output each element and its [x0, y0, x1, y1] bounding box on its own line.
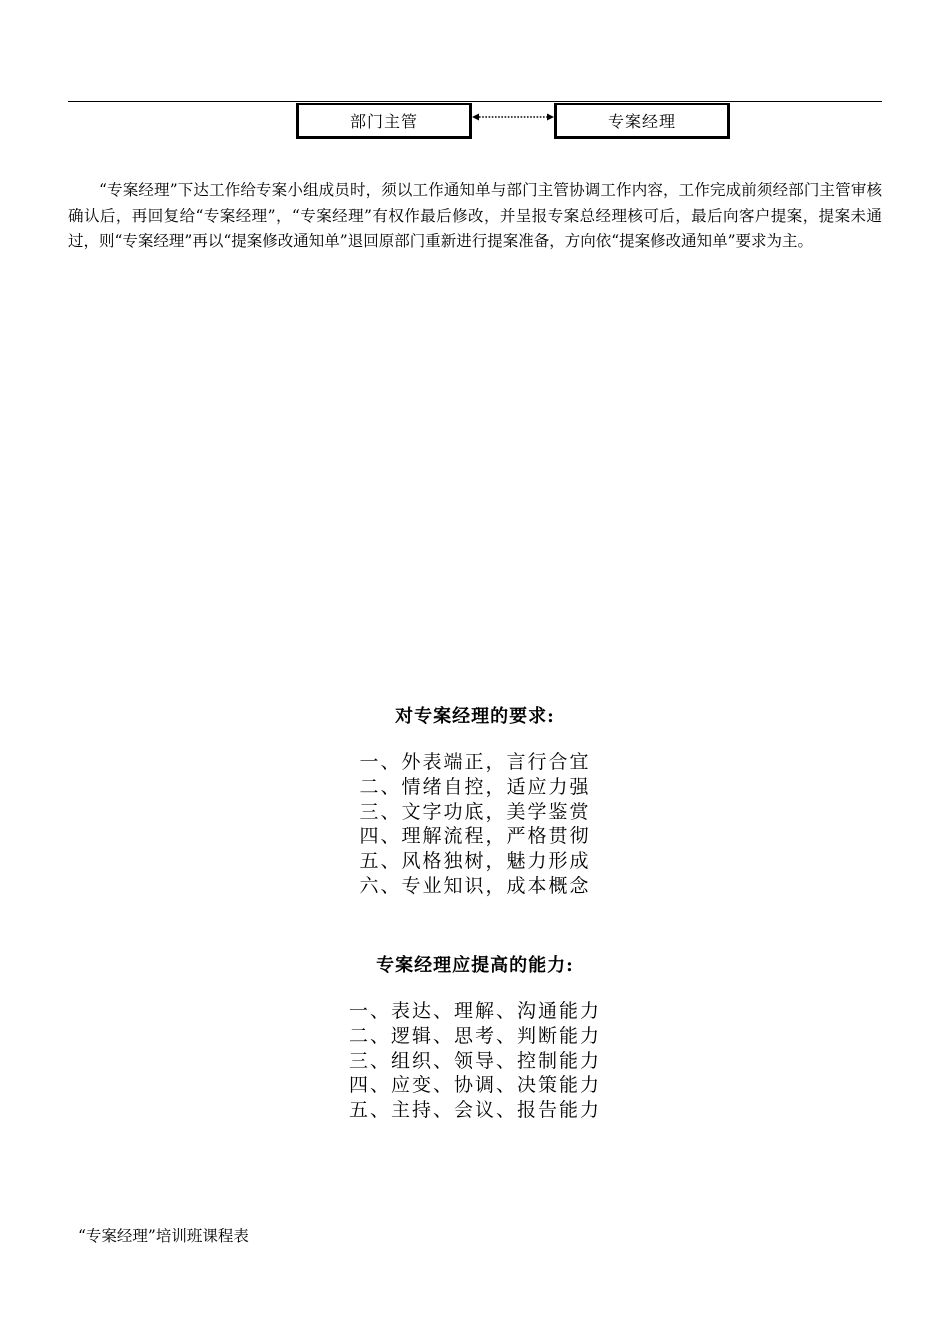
list-item: 四、理解流程，严格贯彻	[359, 825, 591, 848]
requirements-list	[0, 750, 950, 899]
top-rule	[68, 101, 882, 102]
project-manager-box	[554, 103, 730, 139]
abilities-list	[0, 999, 950, 1123]
list-item: 六、专业知识，成本概念	[359, 874, 591, 897]
list-item: 五、主持、会议、报告能力	[348, 1099, 601, 1122]
department-head-label: 部门主管	[349, 112, 418, 131]
list-item: 二、情绪自控，适应力强	[359, 775, 591, 798]
bidirectional-arrow-icon	[472, 110, 554, 124]
project-manager-label: 专案经理	[607, 112, 676, 131]
department-head-box	[296, 103, 472, 139]
list-item: 五、风格独树，魅力形成	[359, 850, 591, 873]
list-item: 一、外表端正，言行合宜	[359, 751, 591, 773]
workflow-paragraph: “专案经理”下达工作给专案小组成员时，须以工作通知单与部门主管协调工作内容，工作完成前须经部门主管审核确认后，再回复给“专案经理”，“专案经理”有权作最后修改，并呈报专案总经理核可后，最后向客户提案，提案未通过，则“专案经理”再以“提案修改通知单”退回原部门重新进行提案准备，方向依“提案修改通知单”要求为主。	[68, 181, 882, 250]
course-schedule-caption: “专案经理”培训班课程表	[78, 1227, 249, 1245]
requirements-heading: 对专案经理的要求:	[395, 706, 555, 727]
list-item: 三、文字功底，美学鉴赏	[359, 800, 591, 823]
list-item: 四、应变、协调、决策能力	[348, 1074, 601, 1097]
list-item: 一、表达、理解、沟通能力	[348, 1000, 601, 1022]
list-item: 二、逻辑、思考、判断能力	[348, 1024, 601, 1047]
list-item: 三、组织、领导、控制能力	[348, 1049, 601, 1072]
abilities-heading: 专案经理应提高的能力:	[376, 955, 574, 976]
